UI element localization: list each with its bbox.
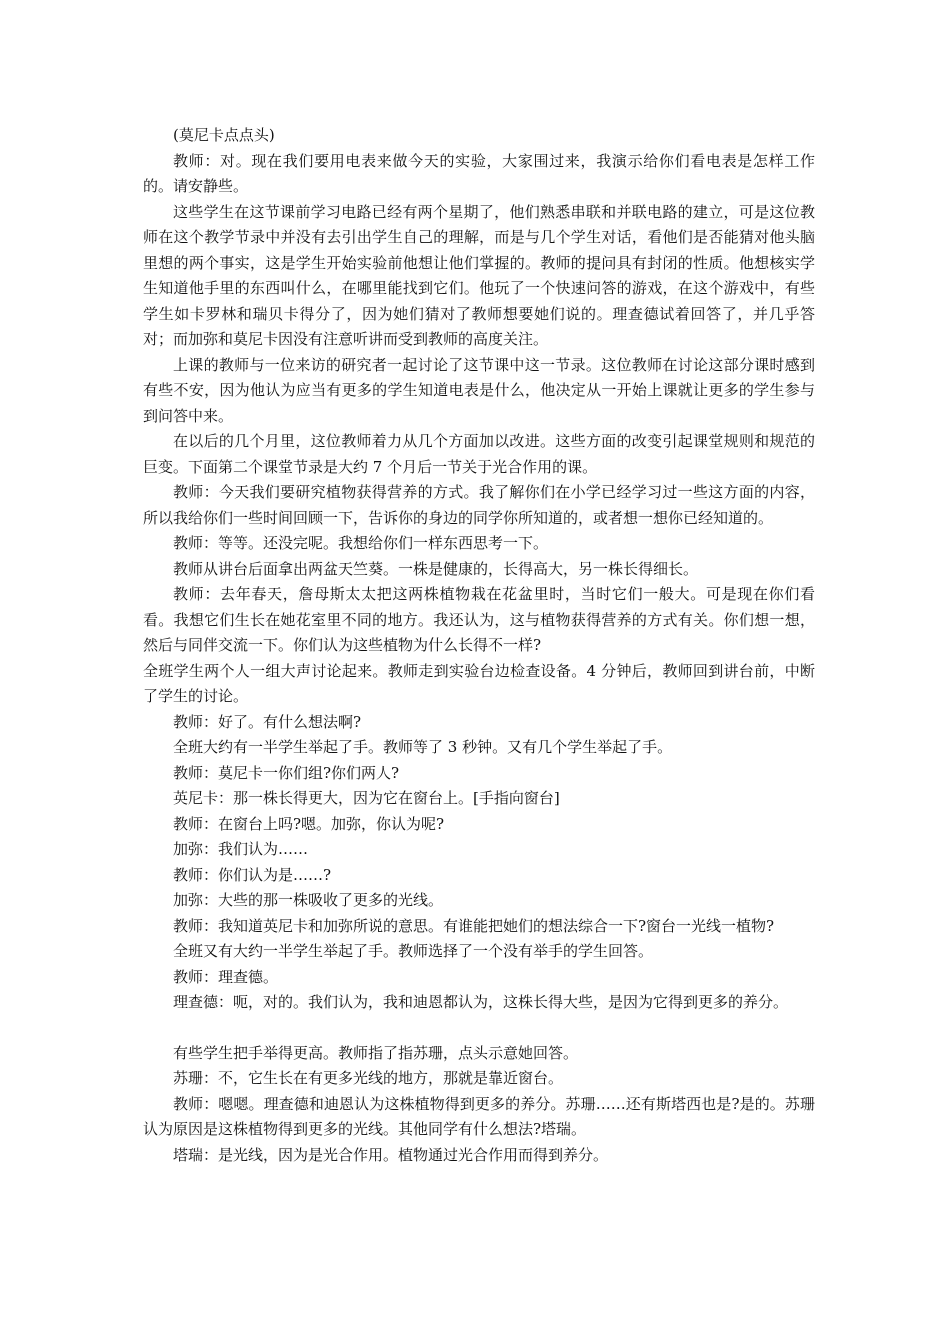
paragraph-monica-window: 英尼卡：那一株长得更大，因为它在窗台上。[手指向窗台] — [173, 789, 560, 807]
paragraph-class-pairs: 全班学生两个人一组大声讨论起来。教师走到实验台边检查设备。4 分钟后，教师回到讲台前，中断了学生的讨论。 — [143, 661, 815, 705]
paragraph-teacher-wait: 教师：等等。还没完呢。我想给你们一样东西思考一下。 — [173, 534, 549, 552]
paragraph-half-hands: 全班大约有一半学生举起了手。教师等了 3 秒钟。又有几个学生举起了手。 — [173, 738, 673, 756]
paragraph-richard-answer: 理查德：呃，对的。我们认为，我和迪恩都认为，这株长得大些，是因为它得到更多的养分。 — [173, 993, 789, 1011]
paragraph-nod: (莫尼卡点点头) — [173, 126, 275, 144]
document-page — [143, 123, 815, 1168]
paragraph-improvements: 在以后的几个月里，这位教师着力从几个方面加以改进。这些方面的改变引起课堂规则和规范的巨变。下面第二个课堂节录是大约 7 个月后一节关于光合作用的课。 — [143, 432, 815, 476]
paragraph-teacher-think: 教师：你们认为是……? — [173, 865, 332, 884]
paragraph-spacer — [143, 1016, 815, 1041]
paragraph-teacher-summary: 教师：嗯嗯。理查德和迪恩认为这株植物得到更多的养分。苏珊……还有斯塔西也是?是的。苏珊认为原因是这株植物得到更多的光线。其他同学有什么想法?塔瑞。 — [143, 1094, 815, 1138]
paragraph-teacher-windowsill: 教师：在窗台上吗?嗯。加弥，你认为呢? — [173, 814, 445, 833]
paragraph-jiami-think: 加弥：我们认为…… — [173, 840, 309, 858]
paragraph-hands-higher: 有些学生把手举得更高。教师指了指苏珊，点头示意她回答。 — [173, 1043, 579, 1062]
paragraph-teacher-synthesize: 教师：我知道英尼卡和加弥所说的意思。有谁能把她们的想法综合一下?窗台一光线一植物? — [173, 916, 775, 935]
paragraph-teacher-richard: 教师：理查德。 — [173, 967, 279, 986]
paragraph-teacher-meter: 教师：对。现在我们要用电表来做今天的实验，大家围过来，我演示给你们看电表是怎样工作的。请安静些。 — [143, 151, 815, 195]
paragraph-geraniums: 教师从讲台后面拿出两盆天竺葵。一株是健康的，长得高大，另一株长得细长。 — [173, 559, 699, 578]
paragraph-teacher-monica: 教师：莫尼卡一你们组?你们两人? — [173, 763, 400, 782]
paragraph-class-again: 全班又有大约一半学生举起了手。教师选择了一个没有举手的学生回答。 — [173, 942, 654, 960]
paragraph-tari-answer: 塔瑞：是光线，因为是光合作用。植物通过光合作用而得到养分。 — [173, 1145, 609, 1164]
paragraph-teacher-plants: 教师：去年春天，詹母斯太太把这两株植物栽在花盆里时，当时它们一般大。可是现在你们看看。我想它们生长在她花室里不同的地方。我还认为，这与植物获得营养的方式有关。你们想一想，然后与同伴交流一下。你们认为这些植物为什么长得不一样? — [143, 585, 815, 654]
paragraph-jiami-light: 加弥：大些的那一株吸收了更多的光线。 — [173, 891, 444, 909]
paragraph-teacher-ideas: 教师：好了。有什么想法啊? — [173, 712, 362, 731]
paragraph-teacher-nutrition: 教师：今天我们要研究植物获得营养的方式。我了解你们在小学已经学习过一些这方面的内容，所以我给你们一些时间回顾一下，告诉你的身边的同学你所知道的，或者想一想你已经知道的。 — [143, 483, 815, 527]
paragraph-analysis-circuits: 这些学生在这节课前学习电路已经有两个星期了，他们熟悉串联和并联电路的建立，可是这位教师在这个教学节录中并没有去引出学生自己的理解，而是与几个学生对话，看他们是否能猜对他头脑里想的两个事实，这是学生开始实验前他想让他们掌握的。教师的提问具有封闭的性质。他想核实学生知道他手里的东西叫什么，在哪里能找到它们。他玩了一个快速问答的游戏，在这个游戏中，有些学生如卡罗林和瑞贝卡得分了，因为她们猜对了教师想要她们说的。理查德试着回答了，并几乎答对；而加弥和莫尼卡因没有注意听讲而受到教师的高度关注。 — [143, 202, 815, 348]
paragraph-susan-answer: 苏珊：不，它生长在有更多光线的地方，那就是靠近窗台。 — [173, 1069, 564, 1087]
paragraph-discussion-researcher: 上课的教师与一位来访的研究者一起讨论了这节课中这一节录。这位教师在讨论这部分课时感到有些不安，因为他认为应当有更多的学生知道电表是什么，他决定从一开始上课就让更多的学生参与到问答中来。 — [143, 355, 815, 425]
